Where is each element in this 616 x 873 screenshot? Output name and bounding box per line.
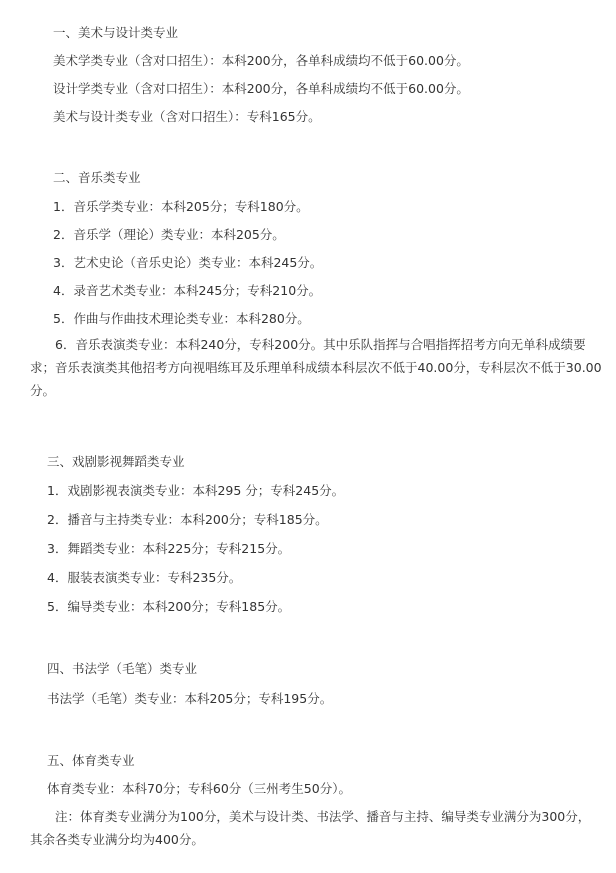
section-1-heading: 一、美术与设计类专业 — [53, 25, 179, 40]
section-2-line-3: 3．艺术史论（音乐史论）类专业：本科245分。 — [53, 255, 323, 270]
section-3-line-5: 5．编导类专业：本科200分；专科185分。 — [47, 599, 291, 614]
section-4-line-1: 书法学（毛笔）类专业：本科205分；专科195分。 — [47, 691, 333, 706]
section-3-line-4: 4．服装表演类专业：专科235分。 — [47, 570, 242, 585]
section-3-line-1: 1．戏剧影视表演类专业：本科295 分；专科245分。 — [47, 483, 345, 498]
section-1-line-2: 设计学类专业（含对口招生）：本科200分，各单科成绩均不低于60.00分。 — [53, 81, 469, 96]
section-3-line-2: 2．播音与主持类专业：本科200分；专科185分。 — [47, 512, 328, 527]
section-2-line-2: 2．音乐学（理论）类专业：本科205分。 — [53, 227, 285, 242]
section-2-line-1: 1．音乐学类专业：本科205分；专科180分。 — [53, 199, 309, 214]
section-3-heading: 三、戏剧影视舞蹈类专业 — [47, 454, 185, 469]
section-4-heading: 四、书法学（毛笔）类专业 — [47, 661, 198, 676]
section-1-line-3: 美术与设计类专业（含对口招生）：专科165分。 — [53, 109, 321, 124]
section-2-line-5: 5．作曲与作曲技术理论类专业：本科280分。 — [53, 311, 310, 326]
section-5-note: 注：体育类专业满分为100分，美术与设计类、书法学、播音与主持、编导类专业满分为300分，其余各类专业满分均为400分。 — [30, 809, 591, 847]
section-5-line-1: 体育类专业：本科70分；专科60分（三州考生50分）。 — [47, 781, 351, 796]
section-2-line-4: 4．录音艺术类专业：本科245分；专科210分。 — [53, 283, 322, 298]
section-1-line-1: 美术学类专业（含对口招生）：本科200分，各单科成绩均不低于60.00分。 — [53, 53, 469, 68]
section-2-note: 6．音乐表演类专业：本科240分，专科200分。其中乐队指挥与合唱指挥招考方向无单科成绩要求；音乐表演类其他招考方向视唱练耳及乐理单科成绩本科层次不低于40.00分，专科层次不低于30.00分。 — [30, 337, 602, 398]
section-2-heading: 二、音乐类专业 — [53, 170, 141, 185]
section-3-line-3: 3．舞蹈类专业：本科225分；专科215分。 — [47, 541, 291, 556]
section-5-heading: 五、体育类专业 — [47, 753, 135, 768]
